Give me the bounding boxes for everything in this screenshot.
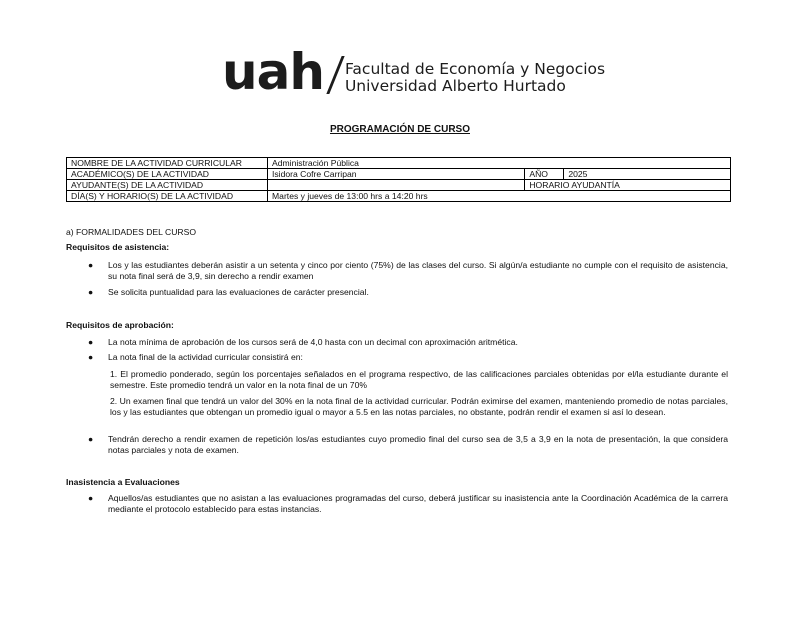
approval-heading: Requisitos de aprobación:	[66, 320, 174, 330]
year-value: 2025	[564, 169, 731, 180]
logo-slash	[326, 56, 344, 94]
assistant-value	[268, 180, 525, 191]
bullet-icon: ●	[88, 434, 94, 444]
attendance-heading: Requisitos de asistencia:	[66, 242, 170, 252]
repetition-exam: Tendrán derecho a rendir examen de repetición los/as estudiantes cuyo promedio final del curso sea de 3,5 a 3,9 en la nota de presentación, la que considera notas parciales y nota de examen.	[108, 434, 728, 455]
academic-label: ACADÉMICO(S) DE LA ACTIVIDAD	[67, 169, 268, 180]
logo-text	[345, 61, 605, 95]
logo-mark: uah	[222, 43, 324, 101]
document-title: PROGRAMACIÓN DE CURSO	[329, 124, 470, 135]
faculty-name: Facultad de Economía y Negocios	[344, 60, 606, 78]
year-label: AÑO	[525, 169, 564, 180]
table-row	[67, 180, 731, 191]
table-row	[67, 158, 731, 169]
attendance-requirement: Los y las estudiantes deberán asistir a un setenta y cinco por ciento (75%) de las clases del curso. Si algún/a estudiante no cumple con el requisito de asistencia, su nota final será de 3,9, sin derecho a rendir examen	[108, 260, 728, 281]
table-row	[67, 169, 731, 180]
punctuality-note: Se solicita puntualidad para las evaluaciones de carácter presencial.	[108, 287, 369, 297]
final-grade-part-2: 2. Un examen final que tendrá un valor del 30% en la nota final de la actividad curricular. Podrán eximirse del examen, manteniendo promedio de notas parciales, los y las estudiantes que obtengan un promedio igual o mayor a 5.5 en las notas parciales, no obstante, podrán rendir el examen si así lo desean.	[110, 396, 728, 417]
bullet-icon: ●	[88, 260, 94, 270]
absence-justification: Aquellos/as estudiantes que no asistan a las evaluaciones programadas del curso, deberá justificar su inasistencia ante la Coordinación Académica de la carrera mediante el protocolo establecido para estas instancias.	[108, 493, 728, 514]
assistant-label: AYUDANTE(S) DE LA ACTIVIDAD	[67, 180, 268, 191]
final-grade-intro: La nota final de la actividad curricular consistirá en:	[108, 352, 303, 362]
schedule-label: DÍA(S) Y HORARIO(S) DE LA ACTIVIDAD	[67, 191, 268, 202]
activity-label: NOMBRE DE LA ACTIVIDAD CURRICULAR	[67, 158, 268, 169]
bullet-icon: ●	[88, 493, 94, 503]
activity-value: Administración Pública	[268, 158, 731, 169]
table-row	[67, 191, 731, 202]
course-info-table	[66, 157, 731, 202]
final-grade-part-1: 1. El promedio ponderado, según los porcentajes señalados en el programa respectivo, de las calificaciones parciales obtenidas por el/la estudiante durante el semestre. Este promedio tendrá un valor en la nota final de un 70%	[110, 369, 728, 390]
bullet-icon: ●	[88, 337, 94, 347]
academic-value: Isidora Cofre Carripan	[268, 169, 525, 180]
bullet-icon: ●	[88, 287, 94, 297]
absence-heading: Inasistencia a Evaluaciones	[66, 477, 180, 487]
assistant-schedule-label: HORARIO AYUDANTÍA	[525, 180, 731, 191]
university-logo	[222, 43, 606, 101]
schedule-value: Martes y jueves de 13:00 hrs a 14:20 hrs	[268, 191, 731, 202]
university-name: Universidad Alberto Hurtado	[344, 77, 566, 95]
minimum-grade: La nota mínima de aprobación de los cursos será de 4,0 hasta con un decimal con aproximación aritmética.	[108, 337, 518, 347]
section-heading: a) FORMALIDADES DEL CURSO	[66, 227, 197, 237]
bullet-icon: ●	[88, 352, 94, 362]
